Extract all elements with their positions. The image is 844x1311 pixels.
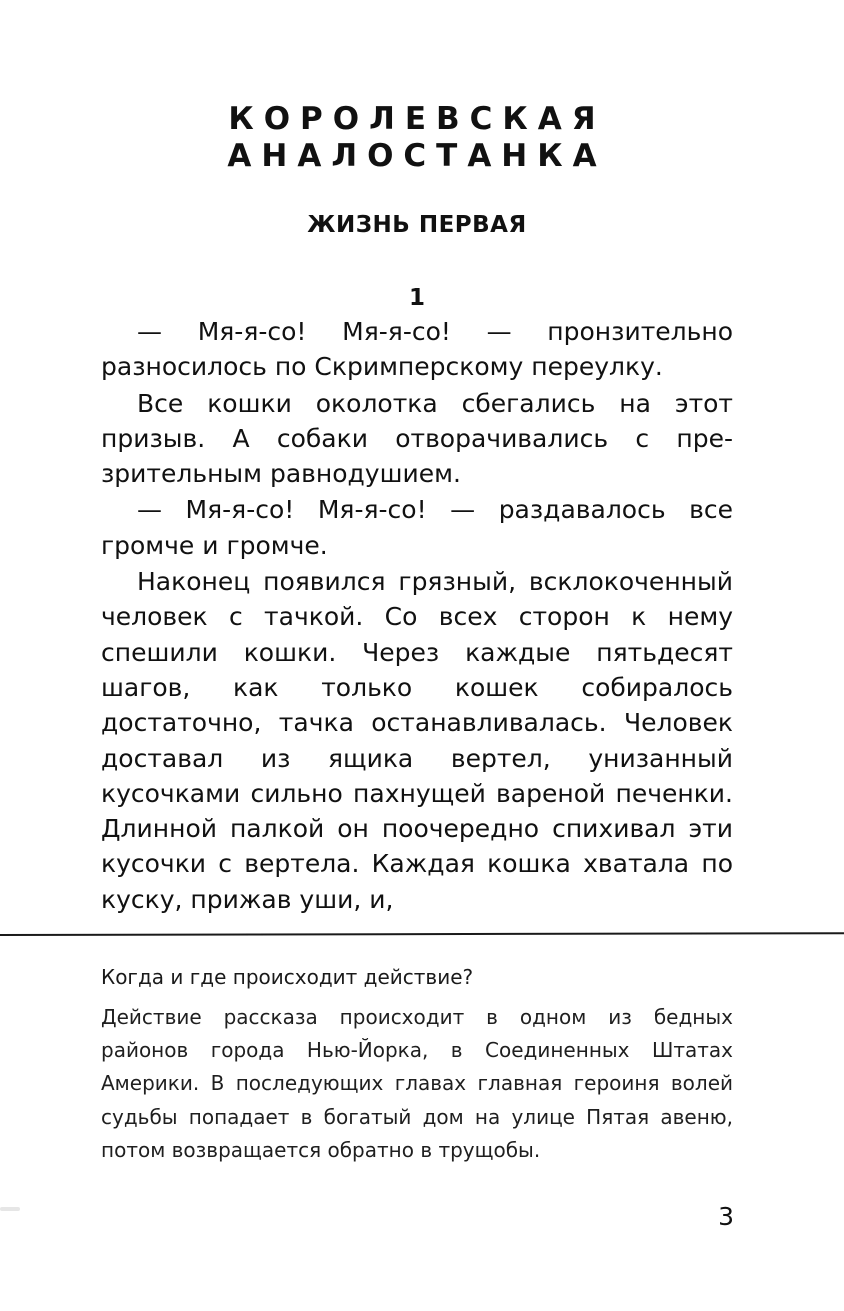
note-paragraph: Действие рассказа происходит в одном из бедных районов города Нью-Йорка, в Соединенных Штатах Америки. В последующих главах главная героиня волей судьбы попадает в богатый дом на улице Пятая авеню, потом возвращается обратно в трущобы. xyxy=(101,1005,733,1162)
main-text xyxy=(101,314,733,917)
paragraph: Наконец появился грязный, всклокоченный человек с тачкой. Со всех сторон к нему спешили кошки. Через каждые пятьдесят шагов, как только кошек собиралось достаточно, тачка останавливалась. Человек доставал из ящика вертел, унизанный кусочками сильно пахнущей вареной печенки. Длинной палкой он поочередно спихивал эти кусочки с вертела. Каждая кошка хватала по куску, прижав уши, и, xyxy=(101,567,733,914)
paragraph: — Мя-я-со! Мя-я-со! — раздавалось все громче и громче. xyxy=(101,495,733,560)
story-title-line-1: КОРОЛЕВСКАЯ xyxy=(228,101,606,137)
chapter-title: ЖИЗНЬ ПЕРВАЯ xyxy=(307,212,527,238)
page-number: 3 xyxy=(718,1202,734,1231)
paragraph: Все кошки околотка сбегались на этот призыв. А собаки отворачивались с презрительным равнодушием. xyxy=(101,388,733,489)
story-title-line-2: АНАЛОСТАНКА xyxy=(227,138,607,174)
scan-speck xyxy=(0,1207,20,1211)
section-divider xyxy=(0,932,844,936)
paragraph: — Мя-я-со! Мя-я-со! — пронзительно разносилось по Скримперскому переулку. xyxy=(101,317,733,382)
note-heading: Когда и где происходит действие? xyxy=(101,965,474,989)
section-number: 1 xyxy=(408,285,425,311)
note-text xyxy=(101,1001,733,1167)
